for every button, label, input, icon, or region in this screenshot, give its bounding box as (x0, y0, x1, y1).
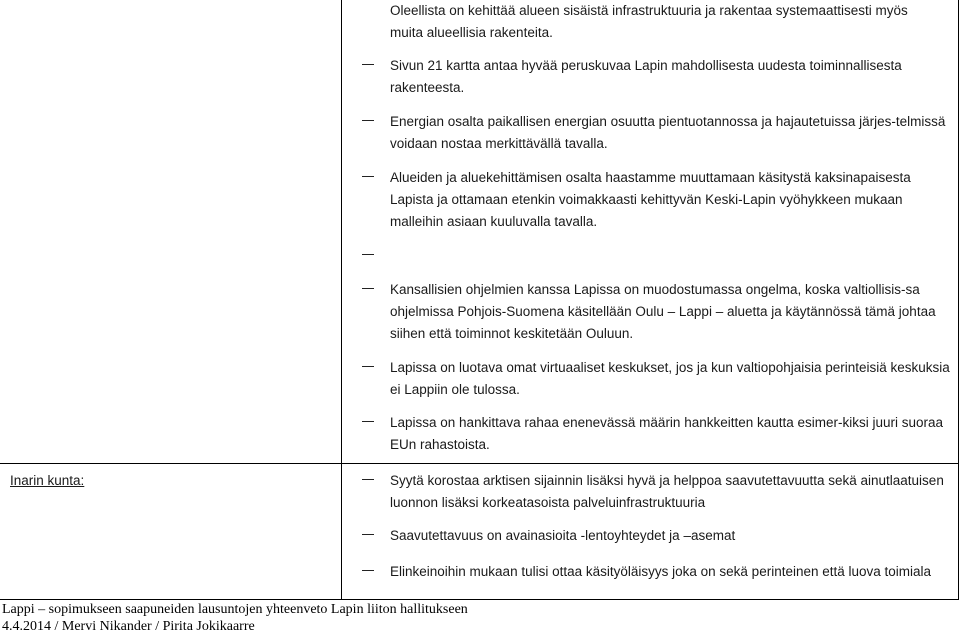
table-bottom-border (0, 599, 959, 600)
dash-bullet-icon (362, 279, 376, 299)
continuation-line-1: Oleellista on kehittää alueen sisäistä infrastruktuuria ja rakentaa systemaattisesti myös (390, 3, 908, 18)
list-item-text: Syytä korostaa arktisen sijainnin lisäksi hyvä ja helppoa saavutettavuutta sekä ainutlaatuisen luonnon lisäksi korkeatasoista palveluinfrastruktuuria (390, 473, 944, 510)
dash-bullet-icon (362, 357, 376, 377)
list-item-text: Lapissa on hankittava rahaa enenevässä määrin hankkeitten kautta esimer-kiksi juuri suoraa EUn rahastoista. (390, 415, 944, 452)
continuation-line-2: muita alueellisia rakenteita. (390, 25, 553, 40)
dash-bullet-icon (362, 470, 376, 490)
municipality-label: Inarin kunta: (10, 473, 85, 488)
table-right-border (958, 0, 959, 600)
footer-line-2: 4.4.2014 / Mervi Nikander / Pirita Jokikaarre (2, 619, 255, 634)
list-item-text: Sivun 21 kartta antaa hyvää peruskuvaa Lapin mahdollisesta uudesta toiminnallisesta rakenteesta. (390, 58, 902, 95)
list-item-text: Lapissa on luotava omat virtuaaliset keskukset, jos ja kun valtiopohjaisia perinteisiä keskuksia ei Lappiin ole tulossa. (390, 360, 950, 397)
table-column-divider (341, 0, 342, 600)
page-footer (2, 601, 468, 635)
list-item-text: Saavutettavuus on avainasioita -lentoyhteydet ja –asemat (390, 528, 736, 543)
list-item-text: Elinkeinoihin mukaan tulisi ottaa käsityöläisyys joka on sekä perinteinen että luova toimiala (390, 564, 932, 579)
dash-bullet-icon (362, 412, 376, 432)
list-item-text: Alueiden ja aluekehittämisen osalta haastamme muuttamaan käsitystä kaksinapaisesta Lapista ja ottamaan etenkin voimakkaasti kehittyvän Keski-Lapin vyöhykkeen mukaan malleihin asiaan kuuluvalla tavalla. (390, 170, 911, 229)
dash-bullet-icon (362, 245, 376, 265)
table-row-divider (0, 463, 959, 464)
dash-bullet-icon (362, 561, 376, 581)
dash-bullet-icon (362, 55, 376, 75)
list-item-text: Kansallisien ohjelmien kanssa Lapissa on muodostumassa ongelma, koska valtiollisis-sa ohjelmissa Pohjois-Suomena käsitellään Oulu – Lappi – aluetta ja käytännössä tämä johtaa siihen että toiminnot keskitetään Ouluun. (390, 282, 936, 341)
list-item-text: Energian osalta paikallisen energian osuutta pientuotannossa ja hajautetuissa järjes-telmissä voidaan nostaa merkittävällä tavalla. (390, 114, 946, 151)
dash-bullet-icon (362, 111, 376, 131)
footer-line-1: Lappi – sopimukseen saapuneiden lausuntojen yhteenveto Lapin liiton hallitukseen (2, 602, 468, 617)
dash-bullet-icon (362, 167, 376, 187)
dash-bullet-icon (362, 525, 376, 545)
